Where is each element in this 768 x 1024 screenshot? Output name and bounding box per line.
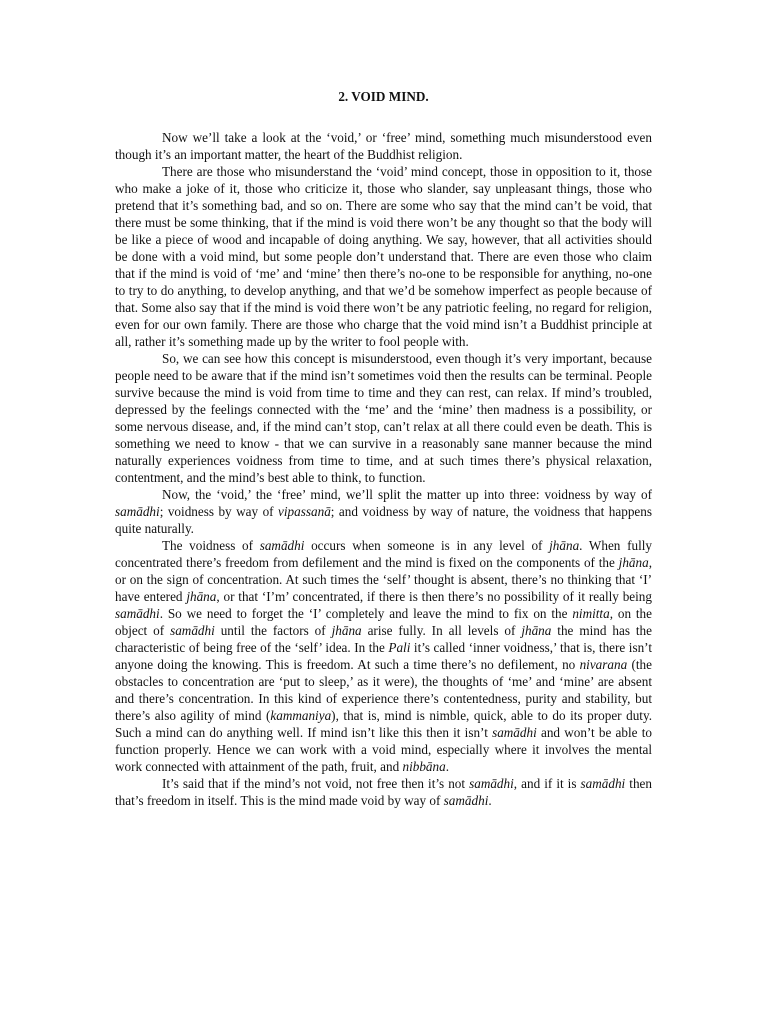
italic-term: samādhi (469, 776, 514, 791)
text-run: until the factors of (214, 623, 332, 638)
text-run: , on the object of (115, 606, 652, 638)
italic-term: samādhi (115, 606, 160, 621)
text-run: . When fully concentrated there’s freedom from defilement and the mind is fixed on the components of the (115, 538, 652, 570)
paragraph (115, 486, 652, 537)
text-run: then that’s freedom in itself. This is the mind made void by way of (115, 776, 652, 808)
paragraph (115, 129, 652, 163)
chapter-title: 2. VOID MIND. (338, 89, 429, 104)
text-run: , or that ‘I’m’ concentrated, if there is then there’s no possibility of it really being (216, 589, 652, 604)
italic-term: samādhi (170, 623, 215, 638)
text-run: Now we’ll take a look at the ‘void,’ or ‘free’ mind, something much misunderstood even though it’s an important matter, the heart of the Buddhist religion. (115, 130, 652, 162)
text-run: it’s called ‘inner voidness,’ that is, there isn’t anyone doing the knowing. This is freedom. At such a time there’s no defilement, no (115, 640, 652, 672)
text-run: There are those who misunderstand the ‘void’ mind concept, those in opposition to it, those who make a joke of it, those who criticize it, those who slander, say unpleasant things, those who pretend that it’s something bad, and so on. There are some who say that the mind can’t be void, that there must be some thinking, that if the mind is void there won’t be any thought so that the body will be like a piece of wood and incapable of doing anything. We say, however, that all activities should be done with a void mind, but some people don’t understand that. There are even those who claim that if the mind is void of ‘me’ and ‘mine’ then there’s no-one to be responsible for anything, no-one to try to do anything, to develop anything, and that we’d be somehow imperfect as people because of that. Some also say that if the mind is void there won’t be any patriotic feeling, no regard for religion, even for our own family. There are those who charge that the void mind isn’t a Buddhist principle at all, rather it’s something made up by the writer to fool people with. (115, 164, 652, 349)
italic-term: jhāna (618, 555, 649, 570)
text-run: So, we can see how this concept is misunderstood, even though it’s very important, because people need to be aware that if the mind isn’t sometimes void then the results can be terminal. People survive because the mind is void from time to time and they can rest, can relax. If mind’s troubled, depressed by the feelings connected with the ‘me’ and the ‘mine’ then madness is a possibility, or some nervous disease, and, if the mind can’t stop, can’t relax at all there could even be death. This is something we need to know - that we can survive in a reasonably sane manner because the mind naturally experiences voidness from time to time, and at such times there’s physical relaxation, contentment, and the mind’s best able to think, to function. (115, 351, 652, 485)
italic-term: jhāna (331, 623, 362, 638)
text-run: ; and voidness by way of nature, the voidness that happens quite naturally. (115, 504, 652, 536)
text-run: . So we need to forget the ‘I’ completely and leave the mind to fix on the (159, 606, 573, 621)
text-run: the mind has the characteristic of being free of the ‘self’ idea. In the (115, 623, 652, 655)
text-run: (the obstacles to concentration are ‘put to sleep,’ as it were), the thoughts of ‘me’ and ‘mine’ are absent and there’s concentration. In this kind of experience there’s contentedness, purity and stability, but there’s also agility of mind ( (115, 657, 652, 723)
paragraph (115, 163, 652, 350)
italic-term: samādhi (259, 538, 305, 553)
italic-term: jhāna (521, 623, 552, 638)
body-text (115, 129, 652, 809)
paragraph (115, 537, 652, 775)
text-run: occurs when someone is in any level of (304, 538, 550, 553)
text-run: The voidness of (162, 538, 260, 553)
paragraph (115, 775, 652, 809)
text-run: and won’t be able to function properly. Hence we can work with a void mind, especially where it involves the mental work connected with attainment of the path, fruit, and (115, 725, 652, 774)
text-run: Now, the ‘void,’ the ‘free’ mind, we’ll split the matter up into three: voidness by way of (162, 487, 652, 502)
italic-term: nibbāna (402, 759, 446, 774)
italic-term: nivarana (579, 657, 628, 672)
italic-term: samādhi (115, 504, 160, 519)
paragraph (115, 350, 652, 486)
text-run: arise fully. In all levels of (361, 623, 522, 638)
italic-term: samādhi (580, 776, 626, 791)
text-run: ), that is, mind is nimble, quick, able to do its proper duty. Such a mind can do anything well. If mind isn’t like this then it isn’t (115, 708, 653, 740)
italic-term: kammaniya (270, 708, 332, 723)
italic-term: samādhi (492, 725, 537, 740)
italic-term: nimitta (572, 606, 610, 621)
italic-term: jhāna (186, 589, 217, 604)
text-run: , or on the sign of concentration. At such times the ‘self’ thought is absent, there’s no thinking that ‘I’ have entered (115, 555, 652, 604)
italic-term: vipassanā (278, 504, 331, 519)
text-run: . (488, 793, 492, 808)
document-page (115, 88, 652, 809)
text-run: . (445, 759, 450, 774)
text-run: It’s said that if the mind’s not void, not free then it’s not (162, 776, 470, 791)
italic-term: samādhi (443, 793, 489, 808)
text-run: , and if it is (513, 776, 581, 791)
italic-term: Pali (388, 640, 411, 655)
text-run: ; voidness by way of (159, 504, 279, 519)
italic-term: jhāna (549, 538, 580, 553)
